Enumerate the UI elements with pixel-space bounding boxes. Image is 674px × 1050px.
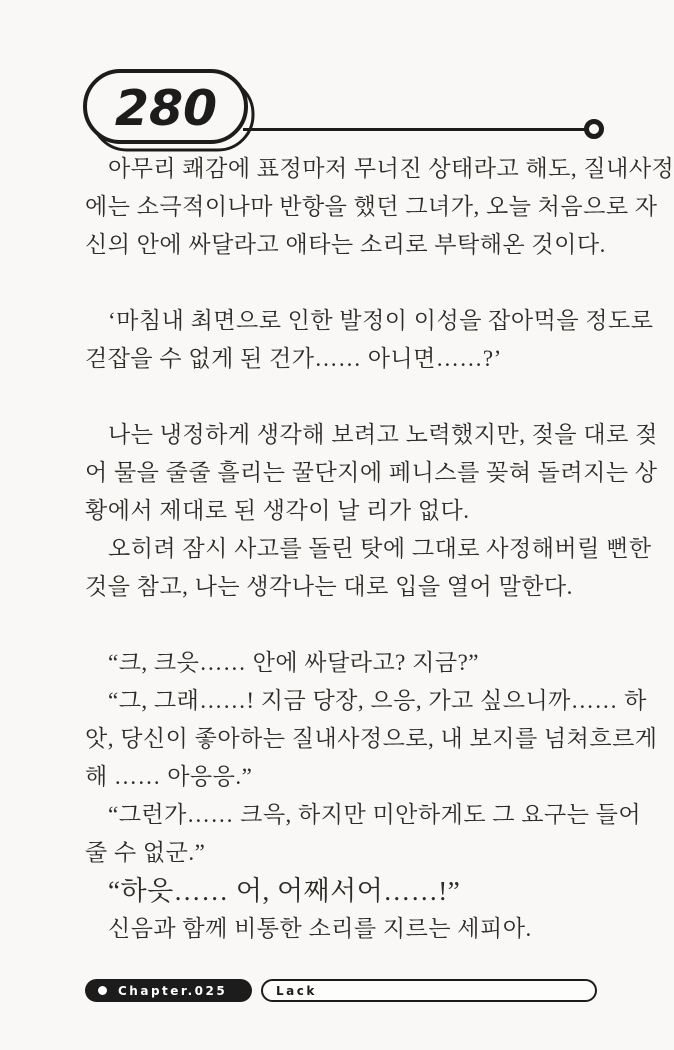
text-line: 아무리 쾌감에 표정마저 무너진 상태라고 해도, 질내사정 bbox=[108, 156, 674, 181]
text-line: 나는 냉정하게 생각해 보려고 노력했지만, 젖을 대로 젖 bbox=[108, 422, 658, 447]
page-header bbox=[0, 0, 674, 160]
text-line: 앗, 당신이 좋아하는 질내사정으로, 내 보지를 넘쳐흐르게 bbox=[85, 726, 658, 751]
text-line-emphasis: “하읏…… 어, 어째서어……!” bbox=[108, 876, 461, 906]
chapter-badge bbox=[85, 979, 252, 1002]
bullet-dot-icon bbox=[98, 986, 107, 995]
text-line: 줄 수 없군.” bbox=[85, 840, 206, 865]
text-line: 걷잡을 수 없게 된 건가…… 아니면……?’ bbox=[85, 346, 502, 371]
text-line: 해 …… 아응응.” bbox=[85, 764, 253, 789]
series-label: Lack bbox=[276, 983, 317, 998]
text-line: “그, 그래……! 지금 당장, 으응, 가고 싶으니까…… 하 bbox=[108, 688, 647, 713]
body-text bbox=[85, 150, 674, 948]
text-line: 황에서 제대로 된 생각이 날 리가 없다. bbox=[85, 498, 470, 523]
text-line: ‘마침내 최면으로 인한 발정이 이성을 잡아먹을 정도로 bbox=[108, 308, 654, 333]
page-number: 280 bbox=[114, 80, 218, 137]
chapter-label: Chapter.025 bbox=[118, 983, 228, 998]
page-footer bbox=[0, 979, 674, 1003]
text-line: 신의 안에 싸달라고 애타는 소리로 부탁해온 것이다. bbox=[85, 232, 606, 257]
text-line: 신음과 함께 비통한 소리를 지르는 세피아. bbox=[108, 916, 532, 941]
text-line: 에는 소극적이나마 반항을 했던 그녀가, 오늘 처음으로 자 bbox=[85, 194, 658, 219]
text-line: “그런가…… 크윽, 하지만 미안하게도 그 요구는 들어 bbox=[108, 802, 642, 827]
series-badge bbox=[261, 979, 597, 1002]
text-line: 오히려 잠시 사고를 돌린 탓에 그대로 사정해버릴 뻔한 bbox=[108, 536, 652, 561]
text-line: 어 물을 줄줄 흘리는 꿀단지에 페니스를 꽂혀 돌려지는 상 bbox=[85, 460, 658, 485]
line-end-ring-icon bbox=[587, 122, 602, 137]
text-line: “크, 크읏…… 안에 싸달라고? 지금?” bbox=[108, 650, 479, 675]
blank-line bbox=[85, 264, 625, 302]
blank-line bbox=[85, 378, 625, 416]
text-line: 것을 참고, 나는 생각나는 대로 입을 열어 말한다. bbox=[85, 574, 573, 599]
blank-line bbox=[85, 606, 625, 644]
